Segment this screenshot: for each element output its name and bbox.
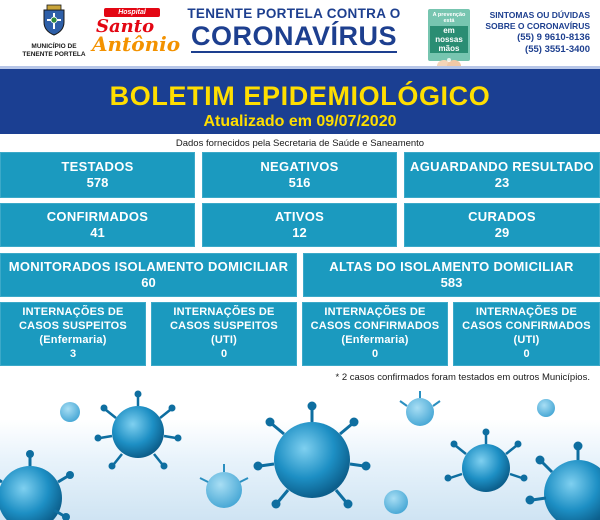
stat-label-line2: CASOS SUSPEITOS [170,320,278,332]
hospital-label: Hospital [104,8,160,17]
contact-info [462,10,590,56]
stat-internacoes-suspeitos-uti [151,302,297,366]
stat-curados [404,203,600,247]
stat-value: 0 [371,348,379,360]
stat-label-line1: INTERNAÇÕES DE [22,306,124,318]
contact-phone-1: (55) 9 9610-8136 [517,32,590,43]
stat-label: ALTAS DO ISOLAMENTO DOMICILIAR [329,259,574,274]
stat-value: 578 [86,175,109,190]
data-source: Dados fornecidos pela Secretaria de Saúde e Saneamento [175,138,425,149]
virus-particle-right [445,429,528,493]
stat-label-line1: INTERNAÇÕES DE [173,306,275,318]
virus-illustration [0,386,600,520]
hospital-santo: Santo [96,16,155,37]
campaign-title [170,6,418,53]
virus-particle-small-1 [200,464,248,508]
virus-graphic [0,386,600,520]
stat-label: TESTADOS [61,159,134,174]
stat-altas [303,253,600,297]
hospital-antonio: Antônio [92,32,181,56]
stat-label: NEGATIVOS [260,159,339,174]
virus-particle-large-right [526,442,600,520]
stat-label-line3: (Enfermaria) [39,334,107,346]
stat-label-line2: CASOS CONFIRMADOS [310,320,440,332]
stat-value: 0 [523,348,530,360]
stat-value: 60 [141,275,156,290]
contact-label-1: SINTOMAS OU DÚVIDAS [489,10,590,20]
stat-label: MONITORADOS ISOLAMENTO DOMICILIAR [8,259,289,274]
stat-confirmados [0,203,195,247]
virus-particle-large-left [0,450,74,520]
prevention-highlight: em nossas mãos [430,26,468,53]
bulletin-date: Atualizado em 09/07/2020 [203,113,397,130]
stat-value: 41 [90,225,105,240]
virus-particle-center [254,402,371,509]
hospital-logo [92,8,181,58]
stat-label: CURADOS [468,209,536,224]
municipality-name: MUNICÍPIO DE TENENTE PORTELA [22,43,86,58]
coat-of-arms-icon [41,4,67,36]
stat-label-line3: (Enfermaria) [341,334,409,346]
bulletin-banner [0,66,600,134]
campaign-title-main: CORONAVÍRUS [190,21,397,51]
stat-testados [0,152,195,198]
virus-particle-small-2 [400,391,440,426]
virus-particle-center-left [95,391,182,470]
municipality-logo [8,4,100,62]
stat-monitorados [0,253,297,297]
prevention-text: A prevenção está [432,12,466,24]
stat-value: 29 [494,225,510,240]
contact-phone-2: (55) 3551-3400 [525,44,590,55]
stat-internacoes-confirmados-uti [453,302,600,366]
stat-value: 0 [220,348,228,360]
stat-label-line3: (UTI) [513,334,540,346]
header [0,0,600,66]
stat-label-line3: (UTI) [210,334,238,346]
stat-label: CONFIRMADOS [46,209,149,224]
stat-label-line2: CASOS CONFIRMADOS [462,320,591,332]
stat-aguardando [404,152,600,198]
stat-label-line2: CASOS SUSPEITOS [19,320,127,332]
bulletin-title: BOLETIM EPIDEMIOLÓGICO [109,81,491,111]
stat-value: 516 [288,175,311,190]
stat-label-line1: INTERNAÇÕES DE [475,306,578,318]
stat-internacoes-confirmados-enfermaria [302,302,448,366]
stat-negativos [202,152,397,198]
stat-value: 583 [440,275,463,290]
stat-internacoes-suspeitos-enfermaria [0,302,146,366]
stat-label: AGUARDANDO RESULTADO [410,159,594,174]
stat-value: 3 [69,348,77,360]
campaign-title-top: TENENTE PORTELA CONTRA O [187,6,401,21]
stat-value: 23 [494,175,510,190]
footnote: * 2 casos confirmados foram testados em outros Municípios. [335,372,590,383]
stat-label-line1: INTERNAÇÕES DE [324,306,426,318]
stat-ativos [202,203,397,247]
stat-label: ATIVOS [274,209,325,224]
contact-label-2: SOBRE O CORONAVÍRUS [485,21,590,31]
stat-value: 12 [292,225,307,240]
